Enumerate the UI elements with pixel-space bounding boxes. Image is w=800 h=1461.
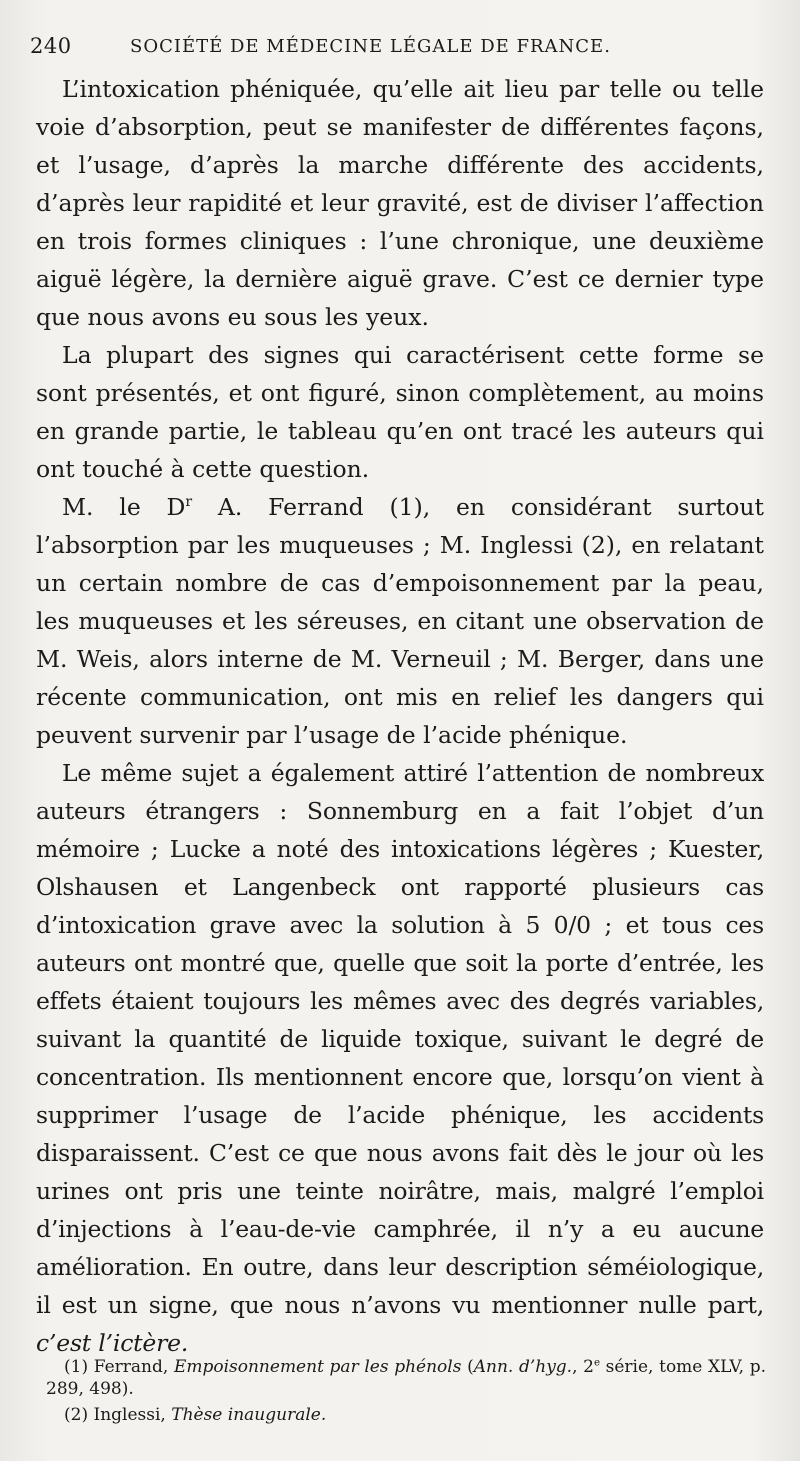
- footnote-1-author: (1) Ferrand,: [64, 1357, 174, 1377]
- paragraph-4-text: Le même sujet a également attiré l’attention de nombreux auteurs étrangers : Sonnemburg en a fait l’objet d’un mémoire ; Lucke a noté des intoxications légères ; Kuester, Olshausen et Langenbeck ont rapporté plusieurs cas d’intoxication grave avec la solution à 5 0/0 ; et tous ces auteurs ont montré que, quelle que soit la porte d’entrée, les effets étaient toujours les mêmes avec des degrés variables, suivant la quantité de liquide toxique, suivant le degré de concentration. Ils mentionnent encore que, lorsqu’on vient à supprimer l’usage de l’acide phénique, les accidents disparaissent. C’est ce que nous avons fait dès le jour où les urines ont pris une teinte noirâtre, mais, malgré l’emploi d’injections à l’eau-de-vie camphrée, il n’y a eu aucune amélioration. En outre, dans leur description séméiologique, il est un signe, que nous n’avons vu mentionner nulle part,: [36, 759, 764, 1319]
- footnote-2-title: Thèse inaugurale.: [171, 1405, 327, 1425]
- footnote-1-sup: e: [593, 1357, 600, 1369]
- footnotes: [46, 1356, 766, 1426]
- running-title: SOCIÉTÉ DE MÉDECINE LÉGALE DE FRANCE.: [130, 36, 611, 57]
- paragraph-3-start: M. le D: [62, 493, 186, 521]
- footnote-1-open-paren: (: [461, 1357, 474, 1377]
- body-text: [36, 70, 764, 1362]
- footnote-1-title: Empoisonnement par les phénols: [173, 1357, 462, 1377]
- page-number: 240: [30, 34, 72, 58]
- page-header: [30, 34, 750, 64]
- footnote-2: [46, 1404, 766, 1426]
- footnote-1-rest: série, tome XLV, p. 289, 498).: [46, 1357, 767, 1399]
- footnote-1: [46, 1356, 766, 1400]
- footnote-2-author: (2) Inglessi,: [64, 1405, 172, 1425]
- footnote-1-series: , 2: [572, 1357, 594, 1377]
- paragraph-1: L’intoxication phéniquée, qu’elle ait lieu par telle ou telle voie d’absorption, peut se manifester de différentes façons, et l’usage, d’après la marche différente des accidents, d’après leur rapidité et leur gravité, est de diviser l’affection en trois formes cliniques : l’une chronique, une deuxième aiguë légère, la dernière aiguë grave. C’est ce dernier type que nous avons eu sous les yeux.: [36, 75, 764, 331]
- paragraph-2: La plupart des signes qui caractérisent cette forme se sont présentés, et ont figuré, sinon complètement, au moins en grande partie, le tableau qu’en ont tracé les auteurs qui ont touché à cette question.: [36, 341, 764, 483]
- footnote-1-journal: Ann. d’hyg.: [473, 1357, 573, 1377]
- doctor-abbrev-sup: r: [185, 494, 193, 511]
- paragraph-3-rest: A. Ferrand (1), en considérant surtout l’absorption par les muqueuses ; M. Inglessi (2), en relatant un certain nombre de cas d’empoisonnement par la peau, les muqueuses et les séreuses, en citant une observation de M. Weis, alors interne de M. Verneuil ; M. Berger, dans une récente communication, ont mis en relief les dangers qui peuvent survenir par l’usage de l’acide phénique.: [36, 493, 764, 749]
- paragraph-4-italic-end: c’est l’ictère.: [36, 1329, 189, 1357]
- paragraph-4: [36, 754, 764, 1362]
- paragraph-3: [36, 488, 764, 754]
